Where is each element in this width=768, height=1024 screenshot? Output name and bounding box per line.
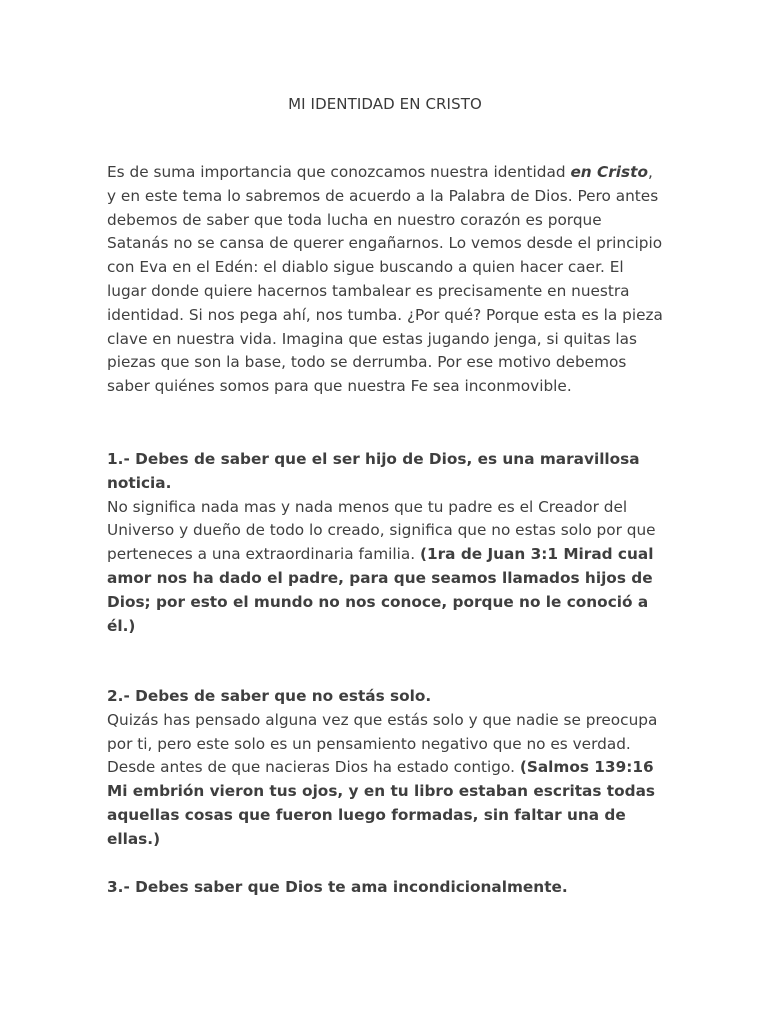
intro-text-end: , y en este tema lo sabremos de acuerdo a la Palabra de Dios. Pero antes debemos de saber que toda lucha en nuestro corazón es porque Satanás no se cansa de querer engañarnos. Lo vemos desde el principio con Eva en el Edén: el diablo sigue buscando a quien hacer caer. El lugar donde quiere hacernos tambalear es precisamente en nuestra identidad. Si nos pega ahí, nos tumba. ¿Por qué? Porque esta es la pieza clave en nuestra vida. Imagina que estas jugando jenga, si quitas las piezas que son la base, todo se derrumba. Por ese motivo debemos saber quiénes somos para que nuestra Fe sea inconmovible.: [107, 163, 663, 396]
intro-text-start: Es de suma importancia que conozcamos nuestra identidad: [107, 163, 571, 181]
intro-paragraph: [107, 161, 663, 399]
intro-emphasis: en Cristo: [570, 163, 648, 181]
section-1-body: No significa nada mas y nada menos que tu padre es el Creador del Universo y dueño de todo lo creado, significa que no estas solo por que perteneces a una extraordinaria familia.: [107, 497, 656, 564]
section-2-body: Quizás has pensado alguna vez que estás solo y que nadie se preocupa por ti, pero este solo es un pensamiento negativo que no es verdad. Desde antes de que nacieras Dios ha estado contigo.: [107, 710, 658, 777]
section-1: [107, 448, 663, 638]
section-1-reference: (1ra de Juan 3:1 Mirad cual amor nos ha dado el padre, para que seamos llamados hijos de Dios; por esto el mundo no nos conoce, porque no le conoció a él.): [107, 545, 654, 635]
section-3: [107, 876, 663, 900]
section-3-heading: 3.- Debes saber que Dios te ama incondicionalmente.: [107, 878, 568, 896]
section-1-heading: 1.- Debes de saber que el ser hijo de Dios, es una maravillosa noticia.: [107, 450, 640, 492]
document-title: MI IDENTIDAD EN CRISTO: [288, 95, 482, 113]
section-2: [107, 685, 663, 852]
section-2-heading: 2.- Debes de saber que no estás solo.: [107, 687, 432, 705]
section-2-reference: (Salmos 139:16 Mi embrión vieron tus ojos, y en tu libro estaban escritas todas aquellas cosas que fueron luego formadas, sin faltar una de ellas.): [107, 758, 655, 848]
